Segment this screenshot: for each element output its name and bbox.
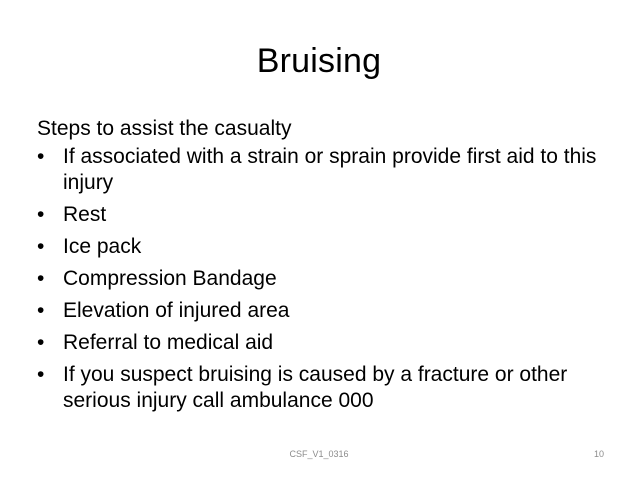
- footer-page-number: 10: [593, 449, 604, 459]
- slide-body: [37, 116, 597, 420]
- bullet-text: Elevation of injured area: [63, 299, 290, 322]
- footer-document-code: CSF_V1_0316: [289, 449, 349, 459]
- bullet-marker: •: [37, 235, 45, 258]
- intro-text: Steps to assist the casualty: [37, 117, 292, 140]
- bullet-item: [37, 234, 597, 260]
- bullet-item: [37, 202, 597, 228]
- bullet-item: [37, 330, 597, 356]
- bullet-text: If you suspect bruising is caused by a fracture or other serious injury call ambulance 000: [63, 363, 568, 412]
- bullet-text: Rest: [63, 203, 107, 226]
- bullet-marker: •: [37, 267, 45, 290]
- bullet-text: Referral to medical aid: [63, 331, 274, 354]
- bullet-text: Compression Bandage: [63, 267, 277, 290]
- bullet-marker: •: [37, 331, 45, 354]
- bullet-marker: •: [37, 203, 45, 226]
- bullet-text: If associated with a strain or sprain provide first aid to this injury: [63, 145, 597, 194]
- bullet-item: [37, 266, 597, 292]
- bullet-item: [37, 362, 597, 414]
- slide-title: Bruising: [256, 42, 382, 80]
- bullet-item: [37, 298, 597, 324]
- bullet-marker: •: [37, 145, 45, 168]
- bullet-item: [37, 144, 597, 196]
- bullet-marker: •: [37, 299, 45, 322]
- bullet-list: [37, 144, 597, 414]
- bullet-text: Ice pack: [63, 235, 142, 258]
- bullet-marker: •: [37, 363, 45, 386]
